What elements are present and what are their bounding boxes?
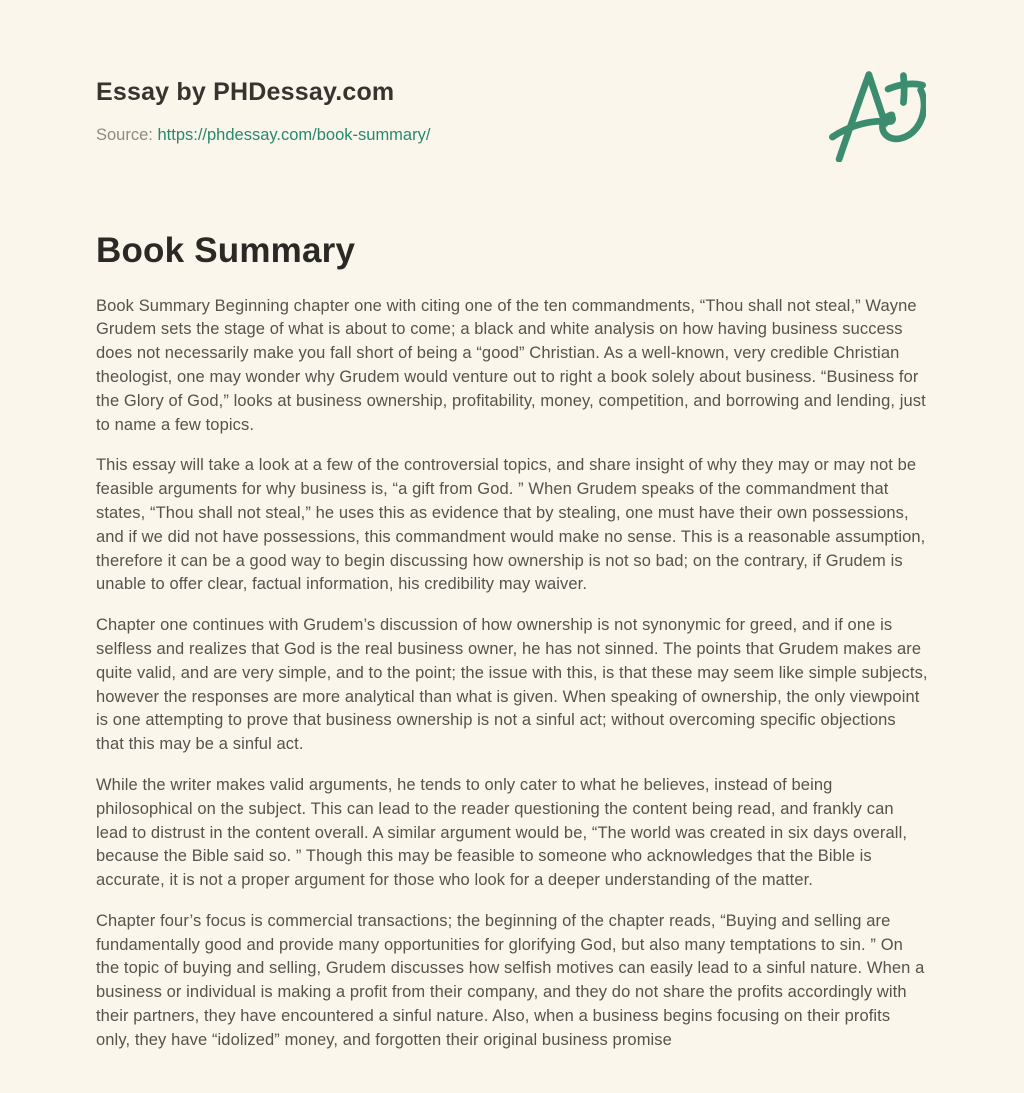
phdessay-a-plus-logo-icon: [829, 66, 926, 162]
essay-paragraph-2: This essay will take a look at a few of the controversial topics, and share insight of why they may or may not be feasible arguments for why business is, “a gift from God. ” When Grudem speaks of the commandment that states, “Thou shall not steal,” he uses this as evidence that by stealing, one must have their own possessions, and if we did not have possessions, this commandment would make no sense. This is a reasonable assumption, therefore it can be a good way to begin discussing how ownership is not so bad; on the contrary, if Grudem is unable to offer clear, factual information, his credibility may waiver.: [96, 456, 926, 594]
essay-content: [96, 230, 928, 1053]
essay-paragraph-3: Chapter one continues with Grudem’s discussion of how ownership is not synonymic for greed, and if one is selfless and realizes that God is the real business owner, he has not sinned. The points that Grudem makes are quite valid, and are very simple, and to the point; the issue with this, is that these may seem like simple subjects, however the responses are more analytical than what is given. When speaking of ownership, the only viewpoint is one attempting to prove that business ownership is not a sinful act; without overcoming specific objections that this may be a sinful act.: [96, 616, 928, 754]
article-title: Book Summary: [96, 230, 356, 270]
source-label: Source:: [96, 126, 153, 145]
essay-paragraph-5: Chapter four’s focus is commercial transactions; the beginning of the chapter reads, “Buying and selling are fundamentally good and provide many opportunities for glorifying God, but also many temptations to sin. ” On the topic of buying and selling, Grudem discusses how selfish motives can easily lead to a sinful nature. When a business or individual is making a profit from their company, and they do not share the profits accordingly with their partners, they have encountered a sinful nature. Also, when a business begins focusing on their profits only, they have “idolized” money, and forgotten their original business promise: [96, 911, 925, 1049]
source-line: [96, 127, 928, 144]
essay-paragraph-4: While the writer makes valid arguments, he tends to only cater to what he believes, instead of being philosophical on the subject. This can lead to the reader questioning the content being read, and frankly can lead to distrust in the content overall. A similar argument would be, “The world was created in six days overall, because the Bible said so. ” Though this may be feasible to someone who acknowledges that the Bible is accurate, it is not a proper argument for those who look for a deeper understanding of the matter.: [96, 775, 908, 890]
page-header: [96, 0, 928, 145]
source-link[interactable]: https://phdessay.com/book-summary/: [157, 126, 431, 145]
site-title: Essay by PHDessay.com: [96, 78, 395, 106]
essay-body: [96, 295, 928, 1053]
essay-paragraph-1: Book Summary Beginning chapter one with citing one of the ten commandments, “Thou shall not steal,” Wayne Grudem sets the stage of what is about to come; a black and white analysis on how having business success does not necessarily make you fall short of being a “good” Christian. As a well-known, very credible Christian theologist, one may wonder why Grudem would venture out to right a book solely about business. “Business for the Glory of God,” looks at business ownership, profitability, money, competition, and borrowing and lending, just to name a few topics.: [96, 296, 926, 434]
